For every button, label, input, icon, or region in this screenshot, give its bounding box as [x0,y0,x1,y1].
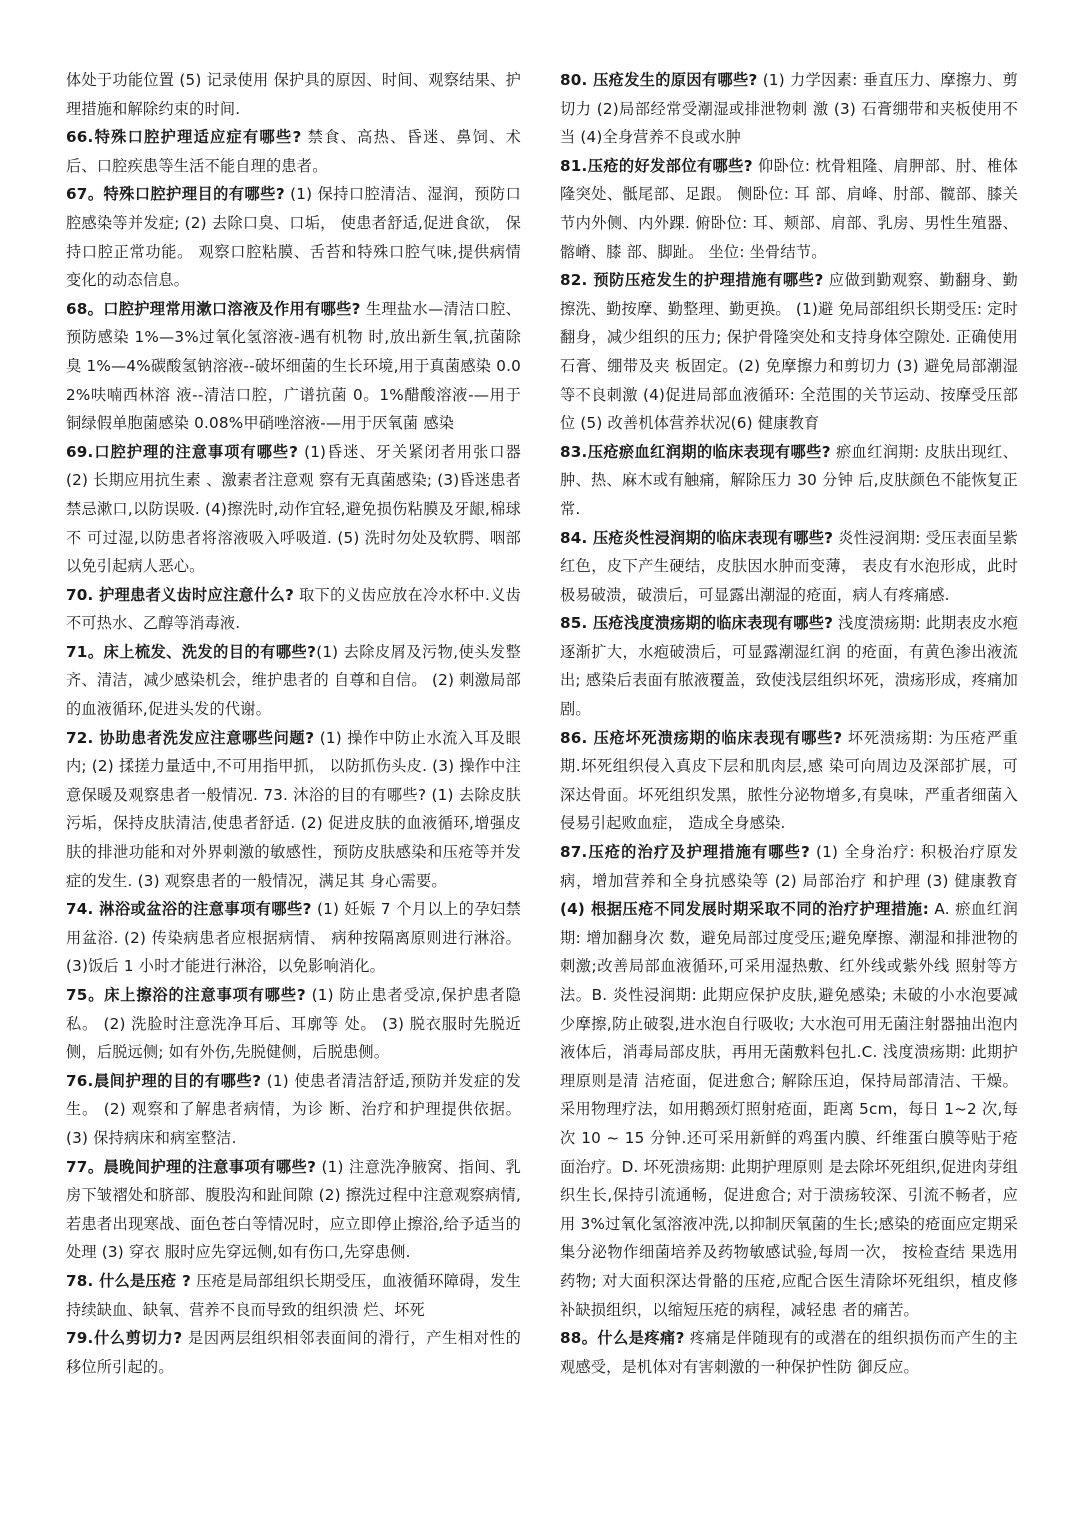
answer-text: 压疮是局部组织长期受压，血液循环障碍，发生持续缺血、缺氧、营养不良而导致的组织溃 烂、坏死 [66,1271,521,1319]
qa-item [66,981,521,1067]
qa-item [66,180,521,294]
question-text: 79.什么剪切力? [66,1329,183,1348]
question-text: 80. 压疮发生的原因有哪些? [560,71,758,89]
question-text: 87.压疮的治疗及护理措施有哪些? [560,843,811,862]
question-text: 78. 什么是压疮 ? [66,1271,192,1290]
qa-item [560,724,1018,838]
answer-text: (1) 全身治疗: 积极治疗原发病，增加营养和全身抗感染等 (2) 局部治疗 和护理 (3) 健康教育 [560,843,1018,890]
answer-text: (1)昏迷、牙关紧闭者用张口器 (2) 长期应用抗生素 、激素者注意观 察有无真菌感染; (3)昏迷患者禁忌漱口,以防误吸. (4)擦洗时,动作宜轻,避免损伤粘膜及牙龈,棉球不 可过湿,以防患者将溶液吸入呼吸道. (5) 洗时勿处及软腭、咽部以免引起病人恶心。 [66,442,521,576]
answer-text: 瘀血红润期: 皮肤出现红、肿、热、麻木或有触痛，解除压力 30 分钟 后,皮肤颜色不能恢复正常. [560,442,1019,518]
qa-item [560,609,1018,723]
qa-item [66,1067,521,1153]
qa-item [66,1267,521,1324]
question-text: 70. 护理患者义齿时应注意什么? [66,585,294,604]
qa-item [560,838,1018,1324]
qa-item [66,438,521,581]
qa-item [560,1324,1018,1381]
answer-text: 炎性浸润期: 受压表面呈紫红色，皮下产生硬结，皮肤因水肿而变薄， 表皮有水泡形成，此时极易破溃，破溃后，可显露出潮湿的疮面，病人有疼痛感. [560,528,1018,604]
answer-text: 体处于功能位置 (5) 记录使用 保护具的原因、时间、观察结果、护理措施和解除约束的时间. [66,71,521,118]
question-text: 86. 压疮坏死溃疡期的临床表现有哪些? [560,728,843,747]
question-text: 71。床上梳发、洗发的目的有哪些? [66,642,317,661]
qa-item [66,724,521,896]
answer-text: (1) 注意洗净腋窝、指间、乳房下皱褶处和脐部、腹股沟和趾间隙 (2) 擦洗过程中注意观察病情,若患者出现寒战、面色苍白等情况时，应立即停止擦浴,给予适当的处理 (3) 穿衣 服时应先穿远侧,如有伤口,先穿患侧. [66,1157,521,1262]
question-text: 85. 压疮浅度溃疡期的临床表现有哪些? [560,614,834,633]
question-text: 77。晨晚间护理的注意事项有哪些? [66,1157,317,1176]
question-text: 67。特殊口腔护理目的有哪些? [66,185,285,204]
answer-text: (1) 操作中防止水流入耳及眼内; (2) 揉搓力量适中,不可用指甲抓， 以防抓伤头皮. (3) 操作中注意保暖及观察患者一般情况. 73. 沐浴的目的有哪些? (1) 去除皮肤污垢，保持皮肤清洁,使患者舒适. (2) 促进皮肤的血液循环,增强皮 肤的排泄功能和对外界刺激的敏感性，预防皮肤感染和压疮等并发症的发生. (3) 观察患者的一般情况，满足其 身心需要。 [66,728,521,890]
question-text: 81.压疮的好发部位有哪些? [560,156,753,175]
question-text: 74. 淋浴或盆浴的注意事项有哪些? [66,900,312,919]
question-text: 76.晨间护理的目的有哪些? [66,1071,262,1090]
answer-text: (1) 防止患者受凉,保护患者隐私。 (2) 洗脸时注意洗净耳后、耳廓等 处。 (3) 脱衣服时先脱近侧，后脱远侧; 如有外伤,先脱健侧，后脱患侧。 [66,986,521,1062]
answer-text: (1) 妊娠 7 个月以上的孕妇禁用盆浴. (2) 传染病患者应根据病情、 病种按隔离原则进行淋浴。 (3)饭后 1 小时才能进行淋浴，以免影响消化。 [66,900,521,976]
question-text: 68。口腔护理常用漱口溶液及作用有哪些? [66,299,361,318]
answer-text: 应做到勤观察、勤翻身、勤擦洗、勤按摩、勤整理、勤更换。 (1)避 免局部组织长期受压: 定时翻身，减少组织的压力; 保护骨隆突处和支持身体空隙处. 正确使用石膏、绷带及夹 板固定。(2) 免摩擦力和剪切力 (3) 避免局部潮湿等不良刺激 (4)促进局部血液循环: 全范围的关节运动、按摩受压部位 (5) 改善机体营养状况(6) 健康教育 [560,271,1018,433]
question-text: 88。什么是疼痛? [560,1329,685,1348]
answer-text: (1) 使患者清洁舒适,预防并发症的发生。 (2) 观察和了解患者病情，为诊 断、治疗和护理提供依据。 (3) 保持病床和病室整洁. [66,1071,522,1147]
question-text: 72. 协助患者洗发应注意哪些问题? [66,728,315,747]
qa-item [66,1153,521,1267]
qa-item [560,66,1018,152]
answer-text: 浅度溃疡期: 此期表皮水疱逐渐扩大，水疱破溃后，可显露潮湿红润 的疮面，有黄色渗出液流出; 感染后表面有脓液覆盖，致使浅层组织坏死，溃疡形成，疼痛加剧。 [560,614,1018,719]
qa-item [66,295,521,438]
answer-text: 疼痛是伴随现有的或潜在的组织损伤而产生的主观感受，是机体对有害刺激的一种保护性防 御反应。 [560,1329,1018,1376]
qa-item [66,895,521,981]
question-text: 84. 压疮炎性浸润期的临床表现有哪些? [560,528,834,547]
answer-text: (1) 保持口腔清洁、湿润，预防口腔感染等并发症; (2) 去除口臭、口垢， 使患者舒适,促进食欲， 保持口腔正常功能。 观察口腔粘膜、舌苔和特殊口腔气味,提供病情变化的动态信息。 [66,185,521,290]
answer-text: 禁食、高热、昏迷、鼻饲、术后、口腔疾患等生活不能自理的患者。 [66,128,521,175]
qa-item [66,66,521,123]
question-text: 66.特殊口腔护理适应症有哪些? [66,128,302,147]
answer-text: 生理盐水—清洁口腔、预防感染 1%—3%过氧化氢溶液-遇有机物 时,放出新生氧,抗菌除臭 1%—4%碳酸氢钠溶液--破坏细菌的生长环境,用于真菌感染 0.02%呋喃西林溶 液--清洁口腔，广谱抗菌 0。1%醋酸溶液-—用于铜绿假单胞菌感染 0.08%甲硝唑溶液-—用于厌氧菌 感染 [66,299,522,433]
question-text: 75。床上擦浴的注意事项有哪些? [66,986,306,1004]
answer-text: 取下的义齿应放在冷水杯中.义齿不可热水、乙醇等消毒液. [66,585,521,633]
answer-text: (1) 力学因素: 垂直压力、摩擦力、剪切力 (2)局部经常受潮湿或排泄物刺 激 (3) 石膏绷带和夹板使用不当 (4)全身营养不良或水肿 [560,71,1018,147]
answer-text: 坏死溃疡期: 为压疮严重期.坏死组织侵入真皮下层和肌肉层,感 染可向周边及深部扩展，可深达骨面。坏死组织发黑，脓性分泌物增多,有臭味，严重者细菌入侵易引起败血症， 造成全身感染. [560,728,1018,833]
question-subheading: (4) 根据压疮不同发展时期采取不同的治疗护理措施: [560,900,929,919]
answer-text: 仰卧位: 枕骨粗隆、肩胛部、肘、椎体隆突处、骶尾部、足跟。 侧卧位: 耳 部、肩峰、肘部、髋部、膝关节内外侧、内外踝. 俯卧位: 耳、颊部、肩部、乳房、男性生殖器、髂嵴、膝 部、脚趾。 坐位: 坐骨结节。 [560,156,1018,261]
qa-item [66,581,521,638]
answer-text: (1) 去除皮屑及污物,使头发整齐、清洁，减少感染机会，维护患者的 自尊和自信。 (2) 刺激局部的血液循环,促进头发的代谢。 [66,642,521,719]
qa-item [66,123,521,180]
qa-item [66,638,521,724]
right-column [560,66,1018,1381]
answer-text: 是因两层组织相邻表面间的滑行，产生相对性的移位所引起的。 [66,1329,522,1376]
question-text: 82. 预防压疮发生的护理措施有哪些? [560,271,824,290]
qa-item [560,524,1018,610]
qa-item [560,266,1018,438]
qa-item [66,1324,521,1381]
left-column [66,66,521,1381]
qa-item [560,152,1018,266]
question-text: 83.压疮瘀血红润期的临床表现有哪些? [560,442,831,461]
question-text: 69.口腔护理的注意事项有哪些? [66,442,299,461]
answer-text: A. 瘀血红润期: 增加翻身次 数，避免局部过度受压;避免摩擦、潮湿和排泄物的刺激;改善局部血液循环,可采用湿热敷、红外线或紫外线 照射等方法。B. 炎性浸润期: 此期应保护皮肤,避免感染; 未破的小水泡要减少摩擦,防止破裂,进水泡自行吸收; 大水泡可用无菌注射器抽出泡内液体后，消毒局部皮肤，再用无菌敷料包扎.C. 浅度溃疡期: 此期护理原则是清 洁疮面，促进愈合; 解除压迫，保持局部清洁、干燥。采用物理疗法，如用鹅颈灯照射疮面，距离 5cm，每日 1~2 次,每次 10 ~ 15 分钟.还可采用新鲜的鸡蛋内膜、纤维蛋白膜等贴于疮面治疗。D. 坏死溃疡期: 此期护理原则 是去除坏死组织,促进肉芽组织生长,保持引流通畅，促进愈合; 对于溃疡较深、引流不畅者，应用 3%过氧化氢溶液冲洗,以抑制厌氧菌的生长;感染的疮面应定期采集分泌物作细菌培养及药物敏感试验,每周一次， 按检查结 果选用药物; 对大面积深达骨骼的压疮,应配合医生清除坏死组织，植皮修补缺损组织，以缩短压疮的病程，减轻患 者的痛苦。 [560,900,1018,1319]
qa-item [560,438,1018,524]
